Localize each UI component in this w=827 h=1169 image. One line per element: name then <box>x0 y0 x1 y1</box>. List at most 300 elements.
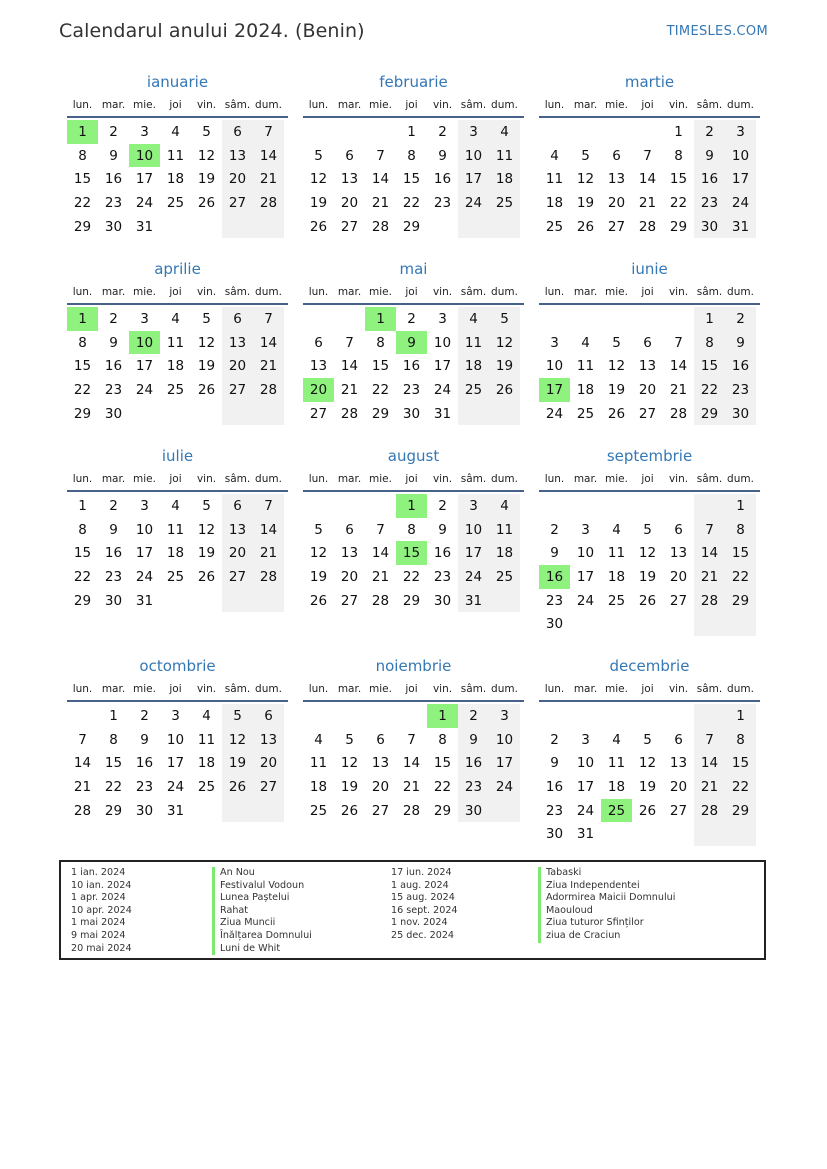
day-cell[interactable]: 28 <box>371 218 390 235</box>
day-cell[interactable]: 15 <box>396 541 427 565</box>
day-cell[interactable]: 26 <box>489 378 520 402</box>
day-cell[interactable]: 7 <box>407 731 416 748</box>
day-cell[interactable]: 29 <box>725 799 756 823</box>
day-cell[interactable]: 29 <box>433 802 452 819</box>
day-cell[interactable]: 21 <box>669 381 688 398</box>
day-cell[interactable]: 29 <box>73 592 92 609</box>
day-cell[interactable]: 26 <box>309 592 328 609</box>
day-cell[interactable]: 2 <box>438 123 447 140</box>
day-cell[interactable]: 2 <box>458 704 489 728</box>
day-cell[interactable]: 11 <box>607 545 626 562</box>
day-cell[interactable]: 4 <box>202 707 211 724</box>
day-cell[interactable]: 9 <box>109 334 118 351</box>
day-cell[interactable]: 3 <box>489 704 520 728</box>
day-cell[interactable]: 10 <box>545 358 564 375</box>
day-cell[interactable]: 6 <box>674 731 683 748</box>
day-cell[interactable]: 10 <box>129 144 160 168</box>
day-cell[interactable]: 20 <box>669 778 688 795</box>
day-cell[interactable]: 15 <box>402 171 421 188</box>
day-cell[interactable]: 24 <box>545 405 564 422</box>
day-cell[interactable]: 30 <box>694 215 725 239</box>
day-cell[interactable]: 13 <box>253 728 284 752</box>
day-cell[interactable]: 6 <box>345 521 354 538</box>
day-cell[interactable]: 27 <box>222 191 253 215</box>
day-cell[interactable]: 25 <box>309 802 328 819</box>
day-cell[interactable]: 13 <box>371 755 390 772</box>
day-cell[interactable]: 8 <box>109 731 118 748</box>
day-cell[interactable]: 22 <box>371 381 390 398</box>
day-cell[interactable]: 2 <box>550 731 559 748</box>
day-cell[interactable]: 3 <box>140 310 149 327</box>
day-cell[interactable]: 30 <box>458 799 489 823</box>
day-cell[interactable]: 9 <box>140 731 149 748</box>
day-cell[interactable]: 13 <box>607 171 626 188</box>
day-cell[interactable]: 26 <box>197 381 216 398</box>
day-cell[interactable]: 2 <box>438 497 447 514</box>
day-cell[interactable]: 10 <box>489 728 520 752</box>
day-cell[interactable]: 1 <box>674 123 683 140</box>
day-cell[interactable]: 20 <box>222 167 253 191</box>
day-cell[interactable]: 26 <box>309 218 328 235</box>
day-cell[interactable]: 6 <box>314 334 323 351</box>
day-cell[interactable]: 5 <box>222 704 253 728</box>
day-cell[interactable]: 25 <box>166 194 185 211</box>
day-cell[interactable]: 5 <box>202 310 211 327</box>
day-cell[interactable]: 1 <box>396 494 427 518</box>
day-cell[interactable]: 21 <box>371 568 390 585</box>
day-cell[interactable]: 3 <box>725 120 756 144</box>
day-cell[interactable]: 13 <box>638 358 657 375</box>
day-cell[interactable]: 11 <box>576 358 595 375</box>
day-cell[interactable]: 3 <box>581 731 590 748</box>
day-cell[interactable]: 5 <box>202 123 211 140</box>
day-cell[interactable]: 11 <box>166 521 185 538</box>
day-cell[interactable]: 18 <box>576 381 595 398</box>
day-cell[interactable]: 22 <box>402 568 421 585</box>
day-cell[interactable]: 2 <box>725 307 756 331</box>
day-cell[interactable]: 27 <box>669 802 688 819</box>
day-cell[interactable]: 10 <box>129 331 160 355</box>
day-cell[interactable]: 18 <box>545 194 564 211</box>
day-cell[interactable]: 8 <box>78 147 87 164</box>
day-cell[interactable]: 14 <box>253 144 284 168</box>
day-cell[interactable]: 7 <box>674 334 683 351</box>
day-cell[interactable]: 12 <box>309 545 328 562</box>
day-cell[interactable]: 16 <box>545 778 564 795</box>
day-cell[interactable]: 5 <box>612 334 621 351</box>
day-cell[interactable]: 14 <box>340 358 359 375</box>
day-cell[interactable]: 19 <box>340 778 359 795</box>
day-cell[interactable]: 23 <box>402 381 421 398</box>
day-cell[interactable]: 20 <box>222 354 253 378</box>
day-cell[interactable]: 20 <box>340 568 359 585</box>
day-cell[interactable]: 17 <box>458 541 489 565</box>
day-cell[interactable]: 1 <box>725 704 756 728</box>
day-cell[interactable]: 13 <box>340 171 359 188</box>
day-cell[interactable]: 4 <box>612 521 621 538</box>
day-cell[interactable]: 21 <box>340 381 359 398</box>
day-cell[interactable]: 16 <box>402 358 421 375</box>
day-cell[interactable]: 19 <box>197 545 216 562</box>
day-cell[interactable]: 9 <box>109 147 118 164</box>
day-cell[interactable]: 26 <box>576 218 595 235</box>
day-cell[interactable]: 14 <box>694 751 725 775</box>
day-cell[interactable]: 1 <box>365 307 396 331</box>
day-cell[interactable]: 23 <box>725 378 756 402</box>
day-cell[interactable]: 27 <box>638 405 657 422</box>
day-cell[interactable]: 8 <box>78 334 87 351</box>
day-cell[interactable]: 15 <box>371 358 390 375</box>
day-cell[interactable]: 31 <box>458 589 489 613</box>
day-cell[interactable]: 26 <box>197 568 216 585</box>
day-cell[interactable]: 25 <box>607 592 626 609</box>
day-cell[interactable]: 7 <box>253 120 284 144</box>
day-cell[interactable]: 22 <box>73 194 92 211</box>
day-cell[interactable]: 7 <box>78 731 87 748</box>
day-cell[interactable]: 24 <box>458 565 489 589</box>
day-cell[interactable]: 25 <box>166 381 185 398</box>
day-cell[interactable]: 30 <box>433 592 452 609</box>
day-cell[interactable]: 18 <box>197 755 216 772</box>
day-cell[interactable]: 11 <box>489 144 520 168</box>
day-cell[interactable]: 3 <box>581 521 590 538</box>
day-cell[interactable]: 18 <box>489 167 520 191</box>
day-cell[interactable]: 24 <box>135 381 154 398</box>
day-cell[interactable]: 15 <box>104 755 123 772</box>
day-cell[interactable]: 8 <box>376 334 385 351</box>
day-cell[interactable]: 24 <box>135 568 154 585</box>
day-cell[interactable]: 20 <box>669 568 688 585</box>
day-cell[interactable]: 2 <box>109 123 118 140</box>
day-cell[interactable]: 12 <box>638 545 657 562</box>
day-cell[interactable]: 14 <box>253 518 284 542</box>
day-cell[interactable]: 3 <box>458 120 489 144</box>
day-cell[interactable]: 10 <box>725 144 756 168</box>
day-cell[interactable]: 22 <box>669 194 688 211</box>
day-cell[interactable]: 6 <box>612 147 621 164</box>
day-cell[interactable]: 2 <box>407 310 416 327</box>
day-cell[interactable]: 29 <box>402 218 421 235</box>
day-cell[interactable]: 1 <box>725 494 756 518</box>
day-cell[interactable]: 4 <box>489 494 520 518</box>
day-cell[interactable]: 10 <box>166 731 185 748</box>
day-cell[interactable]: 31 <box>433 405 452 422</box>
day-cell[interactable]: 3 <box>458 494 489 518</box>
day-cell[interactable]: 4 <box>489 120 520 144</box>
day-cell[interactable]: 24 <box>433 381 452 398</box>
day-cell[interactable]: 9 <box>109 521 118 538</box>
day-cell[interactable]: 11 <box>607 755 626 772</box>
day-cell[interactable]: 16 <box>725 354 756 378</box>
day-cell[interactable]: 27 <box>253 775 284 799</box>
day-cell[interactable]: 9 <box>438 521 447 538</box>
day-cell[interactable]: 15 <box>669 171 688 188</box>
day-cell[interactable]: 31 <box>576 826 595 843</box>
day-cell[interactable]: 28 <box>371 592 390 609</box>
day-cell[interactable]: 15 <box>73 545 92 562</box>
day-cell[interactable]: 4 <box>458 307 489 331</box>
day-cell[interactable]: 20 <box>340 194 359 211</box>
day-cell[interactable]: 14 <box>253 331 284 355</box>
day-cell[interactable]: 16 <box>104 358 123 375</box>
day-cell[interactable]: 3 <box>140 497 149 514</box>
day-cell[interactable]: 23 <box>104 381 123 398</box>
day-cell[interactable]: 24 <box>166 778 185 795</box>
day-cell[interactable]: 27 <box>222 565 253 589</box>
day-cell[interactable]: 28 <box>253 191 284 215</box>
day-cell[interactable]: 29 <box>669 218 688 235</box>
day-cell[interactable]: 11 <box>309 755 328 772</box>
day-cell[interactable]: 26 <box>638 592 657 609</box>
day-cell[interactable]: 24 <box>135 194 154 211</box>
day-cell[interactable]: 13 <box>340 545 359 562</box>
day-cell[interactable]: 29 <box>73 218 92 235</box>
day-cell[interactable]: 25 <box>489 565 520 589</box>
day-cell[interactable]: 21 <box>694 565 725 589</box>
day-cell[interactable]: 21 <box>253 167 284 191</box>
day-cell[interactable]: 19 <box>309 194 328 211</box>
day-cell[interactable]: 25 <box>458 378 489 402</box>
day-cell[interactable]: 21 <box>638 194 657 211</box>
day-cell[interactable]: 4 <box>550 147 559 164</box>
day-cell[interactable]: 18 <box>166 358 185 375</box>
day-cell[interactable]: 23 <box>433 194 452 211</box>
day-cell[interactable]: 17 <box>576 568 595 585</box>
day-cell[interactable]: 12 <box>607 358 626 375</box>
day-cell[interactable]: 11 <box>458 331 489 355</box>
day-cell[interactable]: 28 <box>694 589 725 613</box>
day-cell[interactable]: 26 <box>607 405 626 422</box>
day-cell[interactable]: 3 <box>171 707 180 724</box>
day-cell[interactable]: 17 <box>135 171 154 188</box>
day-cell[interactable]: 12 <box>197 521 216 538</box>
day-cell[interactable]: 1 <box>67 120 98 144</box>
day-cell[interactable]: 21 <box>371 194 390 211</box>
day-cell[interactable]: 17 <box>539 378 570 402</box>
day-cell[interactable]: 29 <box>694 402 725 426</box>
day-cell[interactable]: 14 <box>371 545 390 562</box>
day-cell[interactable]: 19 <box>489 354 520 378</box>
day-cell[interactable]: 12 <box>197 147 216 164</box>
day-cell[interactable]: 2 <box>109 310 118 327</box>
day-cell[interactable]: 26 <box>340 802 359 819</box>
day-cell[interactable]: 17 <box>576 778 595 795</box>
day-cell[interactable]: 19 <box>197 358 216 375</box>
day-cell[interactable]: 19 <box>309 568 328 585</box>
day-cell[interactable]: 10 <box>135 521 154 538</box>
day-cell[interactable]: 13 <box>222 518 253 542</box>
day-cell[interactable]: 1 <box>407 123 416 140</box>
day-cell[interactable]: 10 <box>576 545 595 562</box>
day-cell[interactable]: 27 <box>607 218 626 235</box>
day-cell[interactable]: 28 <box>669 405 688 422</box>
day-cell[interactable]: 28 <box>253 565 284 589</box>
day-cell[interactable]: 18 <box>607 778 626 795</box>
day-cell[interactable]: 22 <box>402 194 421 211</box>
day-cell[interactable]: 9 <box>550 755 559 772</box>
day-cell[interactable]: 30 <box>135 802 154 819</box>
day-cell[interactable]: 8 <box>78 521 87 538</box>
day-cell[interactable]: 28 <box>73 802 92 819</box>
day-cell[interactable]: 19 <box>197 171 216 188</box>
day-cell[interactable]: 5 <box>489 307 520 331</box>
day-cell[interactable]: 4 <box>314 731 323 748</box>
day-cell[interactable]: 25 <box>601 799 632 823</box>
day-cell[interactable]: 4 <box>171 497 180 514</box>
day-cell[interactable]: 25 <box>576 405 595 422</box>
day-cell[interactable]: 30 <box>104 405 123 422</box>
day-cell[interactable]: 21 <box>253 541 284 565</box>
day-cell[interactable]: 24 <box>489 775 520 799</box>
day-cell[interactable]: 19 <box>638 568 657 585</box>
day-cell[interactable]: 23 <box>104 568 123 585</box>
day-cell[interactable]: 6 <box>222 494 253 518</box>
day-cell[interactable]: 18 <box>166 545 185 562</box>
day-cell[interactable]: 8 <box>694 331 725 355</box>
day-cell[interactable]: 29 <box>371 405 390 422</box>
day-cell[interactable]: 8 <box>407 521 416 538</box>
day-cell[interactable]: 26 <box>197 194 216 211</box>
day-cell[interactable]: 13 <box>669 545 688 562</box>
day-cell[interactable]: 10 <box>458 144 489 168</box>
day-cell[interactable]: 20 <box>638 381 657 398</box>
day-cell[interactable]: 16 <box>458 751 489 775</box>
day-cell[interactable]: 15 <box>73 171 92 188</box>
day-cell[interactable]: 13 <box>222 144 253 168</box>
day-cell[interactable]: 18 <box>489 541 520 565</box>
day-cell[interactable]: 7 <box>694 728 725 752</box>
day-cell[interactable]: 6 <box>222 120 253 144</box>
day-cell[interactable]: 10 <box>433 334 452 351</box>
day-cell[interactable]: 6 <box>376 731 385 748</box>
day-cell[interactable]: 6 <box>253 704 284 728</box>
day-cell[interactable]: 11 <box>545 171 564 188</box>
day-cell[interactable]: 15 <box>694 354 725 378</box>
day-cell[interactable]: 13 <box>222 331 253 355</box>
day-cell[interactable]: 29 <box>725 589 756 613</box>
day-cell[interactable]: 28 <box>340 405 359 422</box>
day-cell[interactable]: 5 <box>314 521 323 538</box>
day-cell[interactable]: 30 <box>545 826 564 843</box>
day-cell[interactable]: 17 <box>433 358 452 375</box>
day-cell[interactable]: 5 <box>345 731 354 748</box>
day-cell[interactable]: 22 <box>725 775 756 799</box>
day-cell[interactable]: 20 <box>303 378 334 402</box>
day-cell[interactable]: 22 <box>73 568 92 585</box>
day-cell[interactable]: 19 <box>607 381 626 398</box>
day-cell[interactable]: 16 <box>539 565 570 589</box>
day-cell[interactable]: 19 <box>638 778 657 795</box>
day-cell[interactable]: 17 <box>166 755 185 772</box>
day-cell[interactable]: 23 <box>104 194 123 211</box>
day-cell[interactable]: 10 <box>576 755 595 772</box>
day-cell[interactable]: 14 <box>638 171 657 188</box>
day-cell[interactable]: 14 <box>669 358 688 375</box>
day-cell[interactable]: 21 <box>402 778 421 795</box>
day-cell[interactable]: 20 <box>371 778 390 795</box>
day-cell[interactable]: 12 <box>340 755 359 772</box>
day-cell[interactable]: 6 <box>345 147 354 164</box>
day-cell[interactable]: 5 <box>581 147 590 164</box>
day-cell[interactable]: 14 <box>694 541 725 565</box>
day-cell[interactable]: 2 <box>550 521 559 538</box>
day-cell[interactable]: 4 <box>612 731 621 748</box>
day-cell[interactable]: 26 <box>222 775 253 799</box>
day-cell[interactable]: 9 <box>396 331 427 355</box>
day-cell[interactable]: 17 <box>458 167 489 191</box>
day-cell[interactable]: 9 <box>694 144 725 168</box>
day-cell[interactable]: 15 <box>725 541 756 565</box>
day-cell[interactable]: 24 <box>576 802 595 819</box>
day-cell[interactable]: 1 <box>427 704 458 728</box>
day-cell[interactable]: 22 <box>73 381 92 398</box>
day-cell[interactable]: 4 <box>171 123 180 140</box>
day-cell[interactable]: 2 <box>694 120 725 144</box>
day-cell[interactable]: 5 <box>643 521 652 538</box>
day-cell[interactable]: 2 <box>109 497 118 514</box>
day-cell[interactable]: 23 <box>694 191 725 215</box>
day-cell[interactable]: 16 <box>135 755 154 772</box>
day-cell[interactable]: 31 <box>135 218 154 235</box>
day-cell[interactable]: 11 <box>489 518 520 542</box>
day-cell[interactable]: 30 <box>725 402 756 426</box>
day-cell[interactable]: 28 <box>402 802 421 819</box>
day-cell[interactable]: 22 <box>694 378 725 402</box>
day-cell[interactable]: 30 <box>104 218 123 235</box>
day-cell[interactable]: 23 <box>458 775 489 799</box>
day-cell[interactable]: 12 <box>489 331 520 355</box>
day-cell[interactable]: 30 <box>402 405 421 422</box>
day-cell[interactable]: 23 <box>135 778 154 795</box>
day-cell[interactable]: 12 <box>638 755 657 772</box>
day-cell[interactable]: 15 <box>73 358 92 375</box>
day-cell[interactable]: 4 <box>171 310 180 327</box>
day-cell[interactable]: 17 <box>135 545 154 562</box>
day-cell[interactable]: 29 <box>402 592 421 609</box>
day-cell[interactable]: 16 <box>104 171 123 188</box>
day-cell[interactable]: 7 <box>643 147 652 164</box>
day-cell[interactable]: 28 <box>638 218 657 235</box>
day-cell[interactable]: 27 <box>309 405 328 422</box>
day-cell[interactable]: 23 <box>433 568 452 585</box>
day-cell[interactable]: 17 <box>135 358 154 375</box>
day-cell[interactable]: 8 <box>407 147 416 164</box>
day-cell[interactable]: 24 <box>458 191 489 215</box>
day-cell[interactable]: 24 <box>576 592 595 609</box>
day-cell[interactable]: 7 <box>376 521 385 538</box>
day-cell[interactable]: 16 <box>433 171 452 188</box>
day-cell[interactable]: 6 <box>674 521 683 538</box>
day-cell[interactable]: 18 <box>458 354 489 378</box>
day-cell[interactable]: 27 <box>669 592 688 609</box>
day-cell[interactable]: 7 <box>253 307 284 331</box>
day-cell[interactable]: 11 <box>197 731 216 748</box>
day-cell[interactable]: 25 <box>489 191 520 215</box>
day-cell[interactable]: 21 <box>253 354 284 378</box>
day-cell[interactable]: 18 <box>166 171 185 188</box>
day-cell[interactable]: 9 <box>550 545 559 562</box>
day-cell[interactable]: 14 <box>371 171 390 188</box>
day-cell[interactable]: 17 <box>725 167 756 191</box>
day-cell[interactable]: 25 <box>197 778 216 795</box>
day-cell[interactable]: 19 <box>222 751 253 775</box>
day-cell[interactable]: 13 <box>309 358 328 375</box>
day-cell[interactable]: 1 <box>694 307 725 331</box>
day-cell[interactable]: 31 <box>135 592 154 609</box>
day-cell[interactable]: 12 <box>222 728 253 752</box>
day-cell[interactable]: 12 <box>309 171 328 188</box>
day-cell[interactable]: 1 <box>67 307 98 331</box>
